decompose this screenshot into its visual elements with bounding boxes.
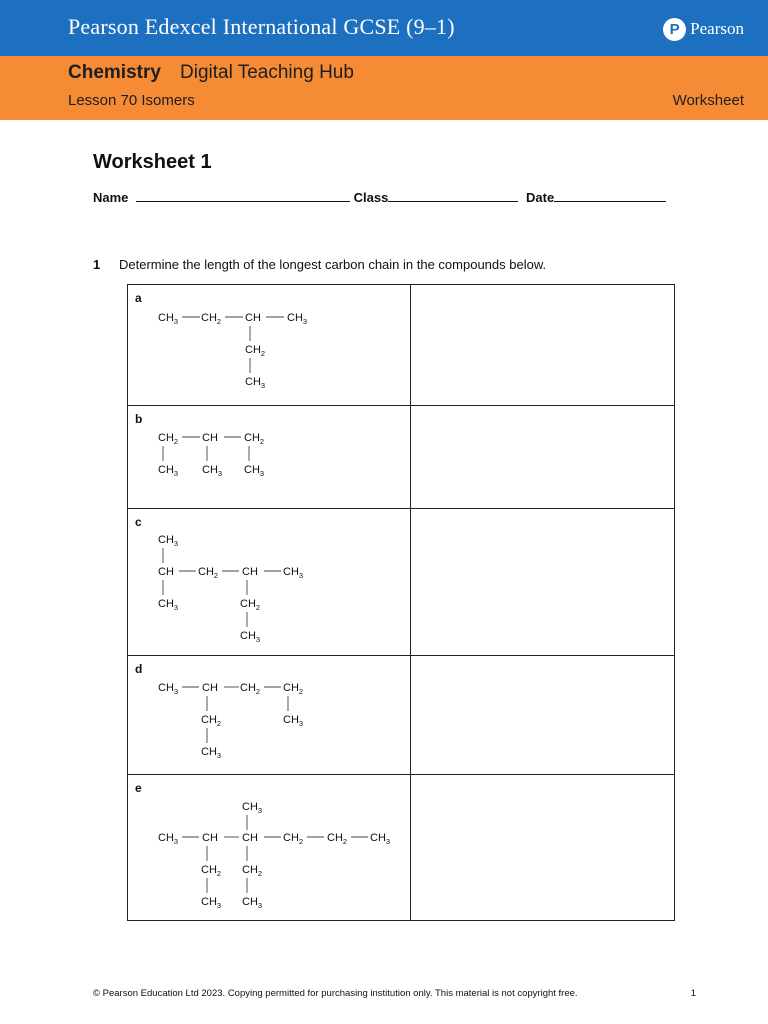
question-number: 1 xyxy=(93,257,101,272)
svg-text:CH3: $CH_3$ xyxy=(244,464,265,478)
svg-text:CH3: $CH_3$ xyxy=(158,534,179,548)
name-field[interactable] xyxy=(136,189,350,202)
page-number: 1 xyxy=(690,988,696,999)
document-type: Worksheet xyxy=(672,92,744,109)
date-field[interactable] xyxy=(554,189,666,202)
svg-text:CH2: $CH_2$ xyxy=(158,432,179,446)
table-row xyxy=(128,775,675,921)
svg-text:CH2: $CH_2$ xyxy=(240,598,261,612)
svg-text:CH3: $CH_3$ xyxy=(245,376,266,390)
student-details xyxy=(93,189,666,205)
svg-text:CH2: $CH_2$ xyxy=(283,682,304,696)
compound-cell-d xyxy=(128,656,411,775)
structural-formula-d xyxy=(128,656,410,775)
subject-name: Chemistry xyxy=(68,62,161,83)
table-row xyxy=(128,285,675,406)
compound-cell-b xyxy=(128,406,411,509)
svg-text:CH2: $CH_2$ xyxy=(201,312,222,326)
svg-text:CH: CH xyxy=(242,566,258,578)
svg-text:CH3: $CH_3$ xyxy=(158,464,179,478)
svg-text:CH2: $CH_2$ xyxy=(198,566,219,580)
svg-text:CH3: $CH_3$ xyxy=(287,312,308,326)
svg-text:CH: CH xyxy=(202,432,218,444)
svg-text:CH3: $CH_3$ xyxy=(370,832,391,846)
row-label: b xyxy=(135,412,143,426)
structural-formula-b xyxy=(128,406,410,509)
table-row xyxy=(128,509,675,656)
hub-name: Digital Teaching Hub xyxy=(180,62,354,83)
class-label: Class xyxy=(353,190,389,205)
compound-cell-a xyxy=(128,285,411,406)
svg-text:CH3: $CH_3$ xyxy=(242,801,263,815)
structural-formula-c xyxy=(128,509,410,656)
svg-text:CH3: $CH_3$ xyxy=(158,832,179,846)
qualification-title: Pearson Edexcel International GCSE (9–1) xyxy=(68,14,455,39)
svg-text:CH2: $CH_2$ xyxy=(245,344,266,358)
svg-text:CH3: $CH_3$ xyxy=(158,598,179,612)
answer-cell-b[interactable] xyxy=(411,406,675,509)
svg-text:CH3: $CH_3$ xyxy=(242,896,263,910)
pearson-p-icon: P xyxy=(663,18,686,41)
row-label: e xyxy=(135,781,142,795)
answer-cell-e[interactable] xyxy=(411,775,675,921)
structural-formula-a xyxy=(128,285,410,406)
table-row xyxy=(128,406,675,509)
svg-text:CH3: $CH_3$ xyxy=(283,566,304,580)
svg-text:CH: CH xyxy=(158,566,174,578)
row-label: a xyxy=(135,291,142,305)
pearson-wordmark: Pearson xyxy=(690,19,744,38)
date-label: Date xyxy=(526,190,555,205)
svg-text:CH3: $CH_3$ xyxy=(201,896,222,910)
copyright-notice: © Pearson Education Ltd 2023. Copying permitted for purchasing institution only. This material is not copyright free. xyxy=(93,988,578,999)
answer-cell-d[interactable] xyxy=(411,656,675,775)
question-text: Determine the length of the longest carbon chain in the compounds below. xyxy=(119,257,547,272)
answer-cell-c[interactable] xyxy=(411,509,675,656)
worksheet-title: Worksheet 1 xyxy=(93,151,212,173)
compound-cell-c xyxy=(128,509,411,656)
svg-text:CH: CH xyxy=(202,682,218,694)
answer-cell-a[interactable] xyxy=(411,285,675,406)
svg-text:CH3: $CH_3$ xyxy=(240,630,261,644)
pearson-logo xyxy=(663,16,744,42)
row-label: c xyxy=(135,515,142,529)
table-row xyxy=(128,656,675,775)
svg-text:CH3: $CH_3$ xyxy=(201,746,222,760)
lesson-title: Lesson 70 Isomers xyxy=(68,92,195,109)
svg-text:CH2: $CH_2$ xyxy=(201,714,222,728)
svg-text:CH3: $CH_3$ xyxy=(158,312,179,326)
svg-text:CH2: $CH_2$ xyxy=(283,832,304,846)
compound-cell-e xyxy=(128,775,411,921)
svg-text:CH: CH xyxy=(202,832,218,844)
svg-text:CH3: $CH_3$ xyxy=(283,714,304,728)
svg-text:CH2: $CH_2$ xyxy=(244,432,265,446)
svg-text:CH2: $CH_2$ xyxy=(201,864,222,878)
answer-table xyxy=(127,284,675,921)
class-field[interactable] xyxy=(388,189,518,202)
svg-text:CH: CH xyxy=(242,832,258,844)
svg-text:CH2: $CH_2$ xyxy=(242,864,263,878)
svg-text:CH2: $CH_2$ xyxy=(240,682,261,696)
structural-formula-e xyxy=(128,775,410,921)
row-label: d xyxy=(135,662,143,676)
svg-text:CH: CH xyxy=(245,312,261,324)
svg-text:CH2: $CH_2$ xyxy=(327,832,348,846)
top-header-bar xyxy=(0,0,768,56)
name-label: Name xyxy=(93,190,129,205)
svg-text:CH3: $CH_3$ xyxy=(202,464,223,478)
svg-text:CH3: $CH_3$ xyxy=(158,682,179,696)
